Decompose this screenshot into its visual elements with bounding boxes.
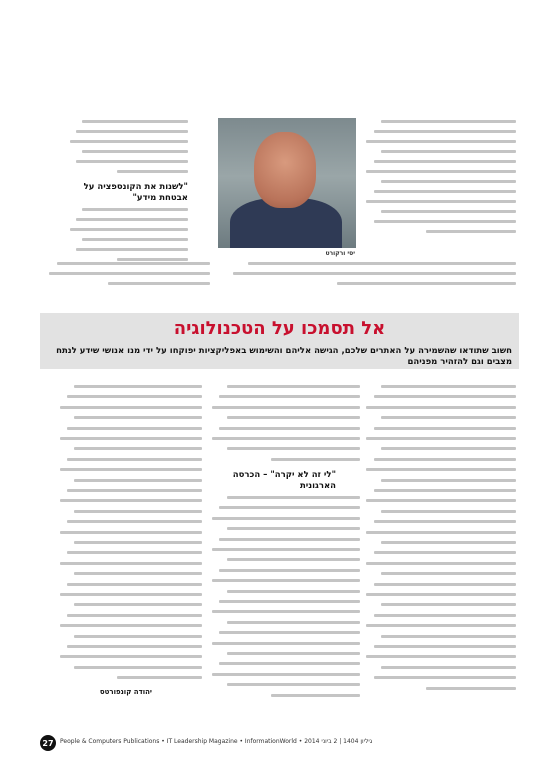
body-text-line <box>366 468 516 471</box>
body-text-line <box>366 655 516 658</box>
body-text-line <box>82 150 188 153</box>
body-text-line <box>74 572 202 575</box>
body-text-line <box>70 140 188 143</box>
body-text-line <box>374 427 517 430</box>
body-text-line <box>60 593 202 596</box>
body-text-line <box>381 416 516 419</box>
body-text-line <box>60 468 202 471</box>
body-text-line <box>67 645 202 648</box>
body-text-line <box>117 170 188 173</box>
body-text-line <box>74 541 202 544</box>
body-text-line <box>74 510 202 513</box>
body-text-line <box>76 130 188 133</box>
body-text-line <box>212 579 360 582</box>
body-text-line <box>366 562 516 565</box>
body-text-line <box>381 210 516 213</box>
body-text-line <box>82 238 188 241</box>
article-headline: אל תסמכו על הטכנולוגיה <box>173 318 386 339</box>
body-text-line <box>374 458 517 461</box>
body-text-line <box>374 130 517 133</box>
body-text-line <box>271 458 360 461</box>
body-text-line <box>227 590 360 593</box>
body-text-line <box>337 282 516 285</box>
body-text-line <box>366 200 516 203</box>
body-text-line <box>67 427 202 430</box>
body-text-line <box>67 520 202 523</box>
body-text-line <box>219 538 360 541</box>
body-text-line <box>74 666 202 669</box>
body-text-line <box>67 583 202 586</box>
section-subhead: "לשנות את הקונספציה על אבטחת מידע" <box>83 182 188 203</box>
body-text-line <box>227 621 360 624</box>
body-text-line <box>60 406 202 409</box>
body-text-line <box>76 160 188 163</box>
body-text-line <box>227 385 360 388</box>
body-text-line <box>381 150 516 153</box>
body-text-line <box>381 666 516 669</box>
body-text-line <box>60 624 202 627</box>
body-text-line <box>219 427 360 430</box>
body-text-line <box>374 190 517 193</box>
body-text-line <box>381 180 516 183</box>
body-text-line <box>227 558 360 561</box>
body-text-line <box>74 416 202 419</box>
body-text-line <box>74 603 202 606</box>
body-text-line <box>366 170 516 173</box>
body-text-line <box>76 248 188 251</box>
body-text-line <box>374 614 517 617</box>
body-text-line <box>76 218 188 221</box>
body-text-line <box>212 517 360 520</box>
body-text-line <box>381 635 516 638</box>
body-text-line <box>74 447 202 450</box>
body-text-line <box>233 272 516 275</box>
body-text-line <box>374 520 517 523</box>
body-text-line <box>117 258 188 261</box>
body-text-line <box>381 510 516 513</box>
body-text-line <box>366 406 516 409</box>
body-text-line <box>82 120 188 123</box>
body-text-line <box>426 687 516 690</box>
body-text-line <box>67 551 202 554</box>
body-text-line <box>227 683 360 686</box>
body-text-line <box>381 447 516 450</box>
body-text-line <box>219 506 360 509</box>
body-text-line <box>60 531 202 534</box>
body-text-line <box>74 385 202 388</box>
article-deck: חשוב שתודאו שהשמירה על האתרים שלכם, הגישה אליהם והשימוש באפליקציות יפוקחו על ידי מנו אנושי שידע לנתח מצבים וגם להזהיר מפניהם <box>56 346 512 367</box>
body-text-line <box>212 610 360 613</box>
body-text-line <box>374 160 517 163</box>
body-text-line <box>117 676 202 679</box>
photo-caption: יסי ורקורט <box>325 250 355 257</box>
body-text-line <box>227 447 360 450</box>
body-text-line <box>212 673 360 676</box>
body-text-line <box>227 416 360 419</box>
body-text-line <box>426 230 516 233</box>
body-text-line <box>374 551 517 554</box>
body-text-line <box>381 479 516 482</box>
body-text-line <box>366 593 516 596</box>
body-text-line <box>366 499 516 502</box>
body-text-line <box>227 496 360 499</box>
body-text-line <box>374 676 517 679</box>
body-text-line <box>219 600 360 603</box>
body-text-line <box>219 631 360 634</box>
body-text-line <box>67 458 202 461</box>
body-text-line <box>366 531 516 534</box>
footer-text: People & Computers Publications • IT Leadership Magazine • InformationWorld • 2014 גיליון 1404 | 2 ביוני <box>60 738 373 745</box>
body-text-line <box>212 406 360 409</box>
body-text-line <box>70 228 188 231</box>
page-number: 27 <box>40 735 56 751</box>
body-text-line <box>366 624 516 627</box>
body-text-line <box>227 527 360 530</box>
body-text-line <box>60 499 202 502</box>
body-text-line <box>374 489 517 492</box>
body-text-line <box>374 583 517 586</box>
body-text-line <box>227 652 360 655</box>
body-text-line <box>271 694 360 697</box>
body-text-line <box>219 395 360 398</box>
body-text-line <box>49 272 211 275</box>
body-text-line <box>212 642 360 645</box>
body-text-line <box>374 395 517 398</box>
body-text-line <box>57 262 210 265</box>
body-text-line <box>219 569 360 572</box>
body-text-line <box>381 603 516 606</box>
body-text-line <box>366 437 516 440</box>
body-text-line <box>212 548 360 551</box>
body-text-line <box>374 645 517 648</box>
body-text-line <box>219 662 360 665</box>
body-text-line <box>82 208 188 211</box>
body-text-line <box>67 395 202 398</box>
body-text-line <box>366 140 516 143</box>
body-text-line <box>248 262 516 265</box>
body-text-line <box>381 120 516 123</box>
body-text-line <box>381 541 516 544</box>
body-text-line <box>60 437 202 440</box>
body-text-line <box>212 437 360 440</box>
body-text-line <box>381 572 516 575</box>
portrait-photo <box>218 118 356 248</box>
body-text-line <box>108 282 210 285</box>
body-text-line <box>67 489 202 492</box>
body-text-line <box>67 614 202 617</box>
body-text-line <box>60 655 202 658</box>
author-name: יהודה קונפורטס <box>99 688 152 696</box>
body-text-line <box>60 562 202 565</box>
section-subhead-2: "לי זה לא יקרה" – הכרסה הארגונית <box>232 470 336 491</box>
body-text-line <box>374 220 517 223</box>
body-text-line <box>74 635 202 638</box>
body-text-line <box>381 385 516 388</box>
body-text-line <box>74 479 202 482</box>
